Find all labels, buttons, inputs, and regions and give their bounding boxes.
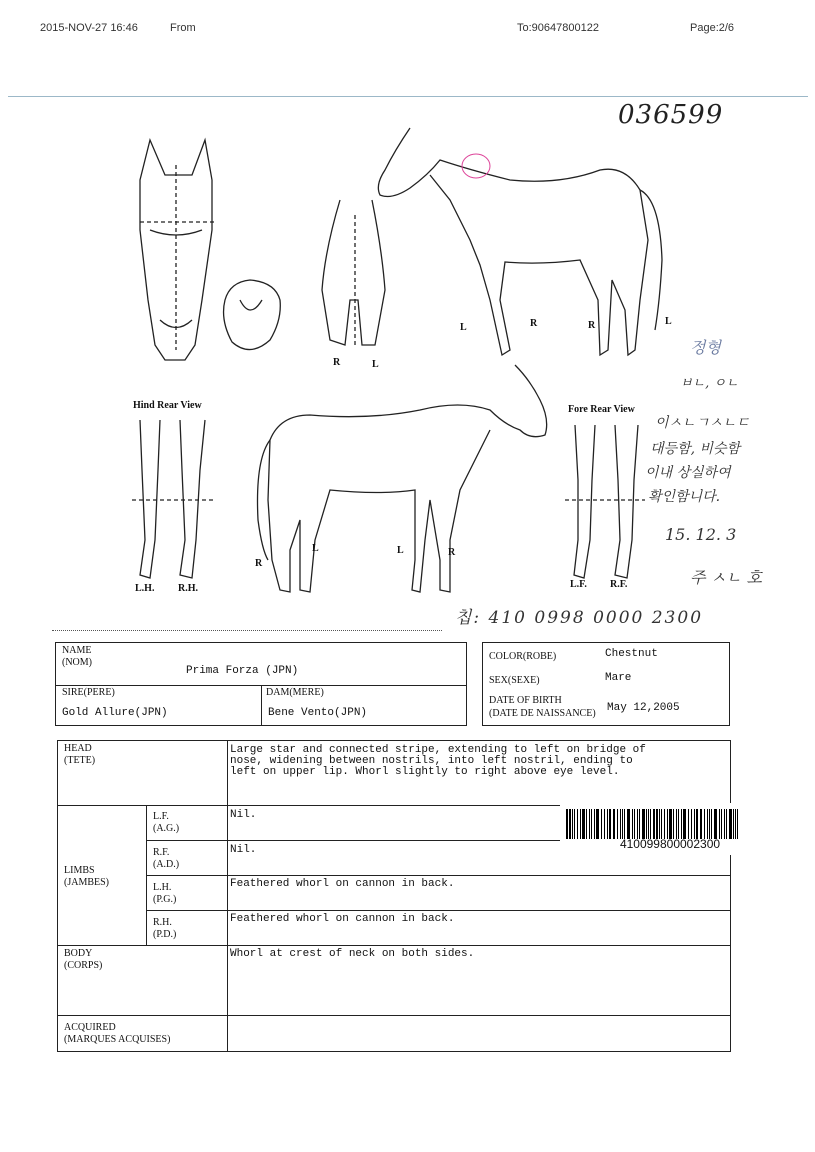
barcode-bar xyxy=(577,809,578,839)
barcode-bar xyxy=(711,809,712,839)
barcode-number: 410099800002300 xyxy=(619,837,721,851)
head-markings xyxy=(230,745,646,778)
acquired-label-fr: (MARQUES ACQUISES) xyxy=(64,1034,171,1045)
barcode-bar xyxy=(694,809,695,839)
head-line-3: left on upper lip. Whorl slightly to right above eye level. xyxy=(230,766,620,778)
side2-L2-label: L xyxy=(397,545,404,556)
handwritten-signature: 주 ㅅㄴ 호 xyxy=(690,568,762,587)
barcode-bar xyxy=(721,809,722,839)
head-label: HEAD xyxy=(64,743,92,754)
body-label-fr: (CORPS) xyxy=(64,960,103,971)
rf-label: R.F. xyxy=(153,847,170,858)
handwritten-note-4: 대등함, 비슷함 xyxy=(650,441,741,457)
dob-value: May 12,2005 xyxy=(607,702,680,714)
barcode-bar xyxy=(691,809,692,839)
barcode-bar xyxy=(735,809,736,839)
barcode-bar xyxy=(617,809,618,839)
barcode-bar xyxy=(582,809,585,839)
barcode-bar xyxy=(729,809,732,839)
horse-side-view-right xyxy=(258,365,547,592)
chest-front-view xyxy=(322,200,385,345)
barcode-bar xyxy=(714,809,717,839)
barcode-bar xyxy=(632,809,633,839)
color-value: Chestnut xyxy=(605,648,658,660)
barcode-sticker xyxy=(560,803,780,855)
rf-label-fr: (A.D.) xyxy=(153,859,180,870)
barcode-bar xyxy=(601,809,602,839)
barcode-bar xyxy=(613,809,615,839)
fax-from: From xyxy=(170,22,196,34)
barcode-bar xyxy=(669,809,672,839)
lf-value: Nil. xyxy=(230,809,257,821)
rh-value: Feathered whorl on cannon in back. xyxy=(230,913,455,925)
divider xyxy=(146,910,730,911)
barcode-bar xyxy=(627,809,630,839)
barcode-bar xyxy=(589,809,590,839)
handwritten-chip-id: 칩: 410 0998 0000 2300 xyxy=(455,608,704,628)
color-label: COLOR(ROBE) xyxy=(489,651,557,662)
barcode-bar xyxy=(683,809,686,839)
dam-label: DAM(MERE) xyxy=(266,687,324,698)
barcode-bar xyxy=(622,809,623,839)
sex-label: SEX(SEXE) xyxy=(489,675,540,686)
hind-legs-view xyxy=(132,420,215,578)
horse-name: Prima Forza (JPN) xyxy=(186,665,299,677)
side1-L-label: L xyxy=(460,322,467,333)
barcode-bar xyxy=(707,809,708,839)
barcode-bar xyxy=(650,809,651,839)
acquired-label: ACQUIRED xyxy=(64,1022,116,1033)
handwritten-note-6: 확인함니다. xyxy=(648,489,721,505)
hind-rear-view-title: Hind Rear View xyxy=(133,400,202,411)
fore-LF-label: L.F. xyxy=(570,579,587,590)
side1-R1-label: R xyxy=(530,318,538,329)
barcode-bar xyxy=(596,809,599,839)
name-label: NAME xyxy=(62,645,92,656)
barcode-bar xyxy=(737,809,738,839)
fore-rear-view-title: Fore Rear View xyxy=(568,404,635,415)
barcode-bar xyxy=(696,809,698,839)
barcode-bar xyxy=(648,809,649,839)
barcode-bar xyxy=(719,809,720,839)
divider xyxy=(227,741,228,1051)
head-line-1: Large star and connected stripe, extending to left on bridge of xyxy=(230,744,646,756)
barcode-bar xyxy=(604,809,605,839)
barcode-bar xyxy=(574,809,575,839)
barcode-bar xyxy=(639,809,640,839)
handwritten-note-5: 이내 상실하여 xyxy=(645,465,731,481)
divider xyxy=(58,945,730,946)
side1-R2-label: R xyxy=(588,320,596,331)
hind-RH-label: R.H. xyxy=(178,583,198,594)
barcode-bar xyxy=(607,809,608,839)
barcode-bar xyxy=(724,809,725,839)
barcode-bar xyxy=(591,809,592,839)
barcode-bar xyxy=(624,809,625,839)
barcode-bar xyxy=(661,809,662,839)
rh-label: R.H. xyxy=(153,917,172,928)
handwritten-date: 15. 12. 3 xyxy=(665,525,737,544)
barcode xyxy=(566,809,771,839)
dob-label: DATE OF BIRTH xyxy=(489,695,562,706)
rf-value: Nil. xyxy=(230,844,257,856)
handwritten-note-2: ㅂㄴ, ㅇㄴ xyxy=(680,376,739,391)
fax-to: To:90647800122 xyxy=(517,22,599,34)
barcode-bar xyxy=(637,809,638,839)
separator xyxy=(52,630,442,631)
lh-label: L.H. xyxy=(153,882,172,893)
side2-L1-label: L xyxy=(312,543,319,554)
body-label: BODY xyxy=(64,948,93,959)
barcode-bar xyxy=(709,809,710,839)
fore-RF-label: R.F. xyxy=(610,579,628,590)
barcode-bar xyxy=(580,809,581,839)
sire-value: Gold Allure(JPN) xyxy=(62,707,168,719)
barcode-bar xyxy=(659,809,660,839)
head-line-2: nose, widening between nostrils, into left nostril, ending to xyxy=(230,755,633,767)
lh-label-fr: (P.G.) xyxy=(153,894,177,905)
identity-box-right xyxy=(482,642,730,726)
barcode-bar xyxy=(704,809,705,839)
head-front-view xyxy=(140,140,215,360)
hind-LH-label: L.H. xyxy=(135,583,155,594)
barcode-bar xyxy=(673,809,674,839)
barcode-bar xyxy=(733,809,734,839)
fax-datetime: 2015-NOV-27 16:46 xyxy=(40,22,138,34)
lf-label-fr: (A.G.) xyxy=(153,823,180,834)
head-label-fr: (TETE) xyxy=(64,755,96,766)
divider xyxy=(146,875,730,876)
barcode-bar xyxy=(676,809,677,839)
handwritten-file-number: 036599 xyxy=(618,100,724,130)
fax-page: Page:2/6 xyxy=(690,22,735,34)
fore-legs-view xyxy=(565,425,645,578)
barcode-bar xyxy=(726,809,727,839)
barcode-bar xyxy=(653,809,655,839)
barcode-bar xyxy=(642,809,645,839)
sire-label: SIRE(PERE) xyxy=(62,687,115,698)
barcode-bar xyxy=(700,809,702,839)
barcode-bar xyxy=(586,809,587,839)
lf-label: L.F. xyxy=(153,811,169,822)
front-L-label: L xyxy=(372,359,379,370)
barcode-bar xyxy=(667,809,668,839)
barcode-bar xyxy=(664,809,665,839)
muzzle-view xyxy=(224,280,281,350)
sex-value: Mare xyxy=(605,672,632,684)
dob-label-fr: (DATE DE NAISSANCE) xyxy=(489,708,596,719)
side2-R2-label: R xyxy=(448,547,456,558)
horse-side-view-left xyxy=(378,128,662,355)
barcode-bar xyxy=(646,809,647,839)
divider xyxy=(261,685,262,725)
body-value: Whorl at crest of neck on both sides. xyxy=(230,948,475,960)
barcode-bar xyxy=(572,809,573,839)
barcode-bar xyxy=(681,809,682,839)
barcode-bar xyxy=(678,809,679,839)
markings-table xyxy=(57,740,731,1052)
front-R-label: R xyxy=(333,357,341,368)
rh-label-fr: (P.D.) xyxy=(153,929,177,940)
barcode-bar xyxy=(634,809,635,839)
handwritten-note-3: 이ㅅㄴㄱㅅㄴㄷ xyxy=(655,415,750,431)
barcode-bar xyxy=(688,809,689,839)
barcode-bar xyxy=(594,809,595,839)
limbs-label: LIMBS xyxy=(64,865,95,876)
divider xyxy=(58,1015,730,1016)
name-label-fr: (NOM) xyxy=(62,657,92,668)
barcode-bar xyxy=(620,809,621,839)
side1-L2-label: L xyxy=(665,316,672,327)
barcode-bar xyxy=(566,809,568,839)
barcode-bar xyxy=(569,809,571,839)
barcode-bar xyxy=(609,809,611,839)
side2-R-label: R xyxy=(255,558,263,569)
barcode-bar xyxy=(656,809,658,839)
limbs-label-fr: (JAMBES) xyxy=(64,877,110,888)
lh-value: Feathered whorl on cannon in back. xyxy=(230,878,455,890)
identity-box-left xyxy=(55,642,467,726)
dam-value: Bene Vento(JPN) xyxy=(268,707,368,719)
handwritten-note-1: 정형 xyxy=(690,338,721,357)
